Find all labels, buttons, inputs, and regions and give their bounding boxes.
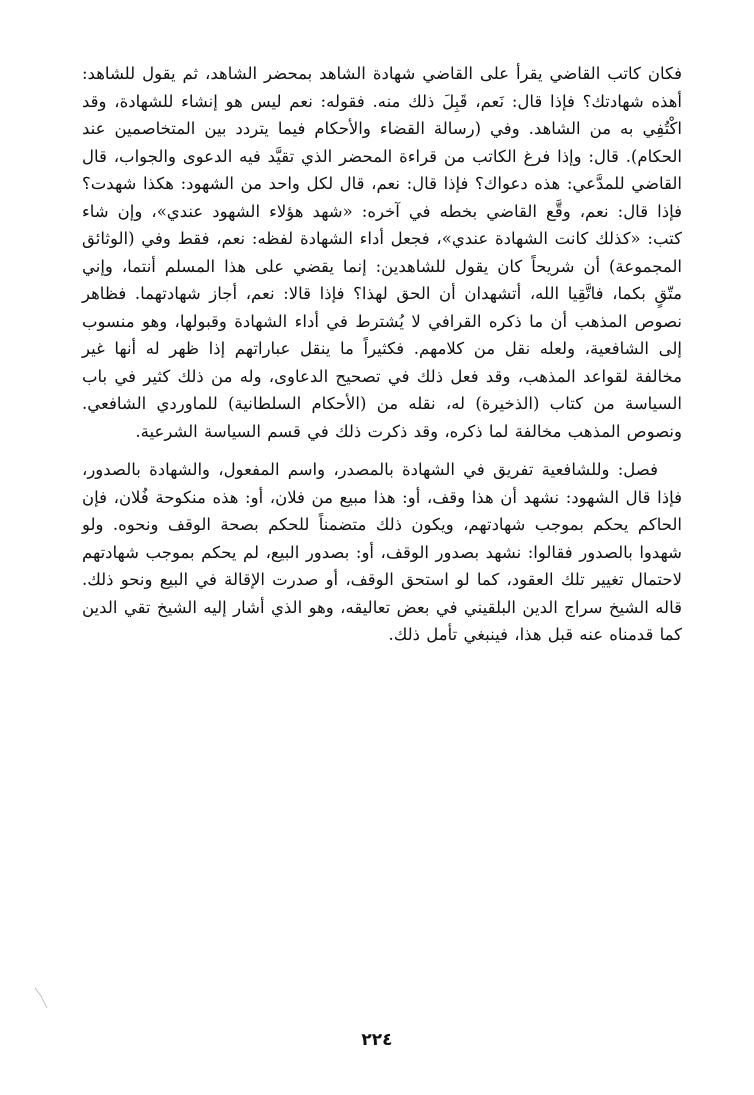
margin-pencil-mark [33, 986, 49, 1010]
paragraph-1: فكان كاتب القاضي يقرأ على القاضي شهادة الشاهد بمحضر الشاهد، ثم يقول للشاهد: أهذه شهادتك؟ فإذا قال: نَعم، قَبِلَ ذلك منه. فقوله: نعم ليس هو إنشاء للشهادة، وقد اكْتُفِي به من الشاهد. وفي (رسالة القضاء والأحكام فيما يتردد بين المتخاصمين عند الحكام). قال: وإذا فرغ الكاتب من قراءة المحضر الذي تقيَّد فيه الدعوى والجواب، قال القاضي للمدَّعي: هذه دعواك؟ فإذا قال: نعم، قال لكل واحد من الشهود: هكذا شهدت؟ فإذا قال: نعم، وقَّع القاضي بخطه في آخره: «شهد هؤلاء الشهود عندي»، وإن شاء كتب: «كذلك كانت الشهادة عندي»، فجعل أداء الشهادة لفظه: نعم، فقط وفي (الوثائق المجموعة) أن شريحاً كان يقول للشاهدين: إنما يقضي على هذا المسلم أنتما، وإني متّقٍ بكما، فاتَّقِيا الله، أتشهدان أن الحق لهذا؟ فإذا قالا: نعم، أجاز شهادتهما. فظاهر نصوص المذهب أن ما ذكره القرافي لا يُشترط في أداء الشهادة وقبولها، وهو منسوب إلى الشافعية، ولعله نقل من كلامهم. فكثيراً ما ينقل عباراتهم إذا ظهر له أنها غير مخالفة لقواعد المذهب، وقد فعل ذلك في تصحيح الدعاوى، وله من ذلك كثير في باب السياسة من كتاب (الذخيرة) له، نقله من (الأحكام السلطانية) للماوردي الشافعي. ونصوص المذهب مخالفة لما ذكره، وقد ذكرت ذلك في قسم السياسة الشرعية. [82, 64, 682, 441]
paragraph-2: فصل: وللشافعية تفريق في الشهادة بالمصدر، واسم المفعول، والشهادة بالصدور، فإذا قال الشهود: نشهد أن هذا وقف، أو: هذا مبيع من فلان، أو: هذه منكوحة فُلان، فإن الحاكم يحكم بموجب شهادتهم، ويكون ذلك متضمناً للحكم بصحة الوقف ونحوه. ولو شهدوا بالصدور فقالوا: نشهد بصدور الوقف، أو: بصدور البيع، لم يحكم بموجب شهادتهم لاحتمال تغيير تلك العقود، كما لو استحق الوقف، أو صدرت الإقالة في البيع ونحو ذلك. قاله الشيخ سراج الدين البلقيني في بعض تعاليقه، وهو الذي أشار إليه الشيخ تقي الدين كما قدمناه عنه قبل هذا، فينبغي تأمل ذلك. [82, 460, 682, 644]
page-number: ٢٢٤ [361, 1030, 393, 1050]
